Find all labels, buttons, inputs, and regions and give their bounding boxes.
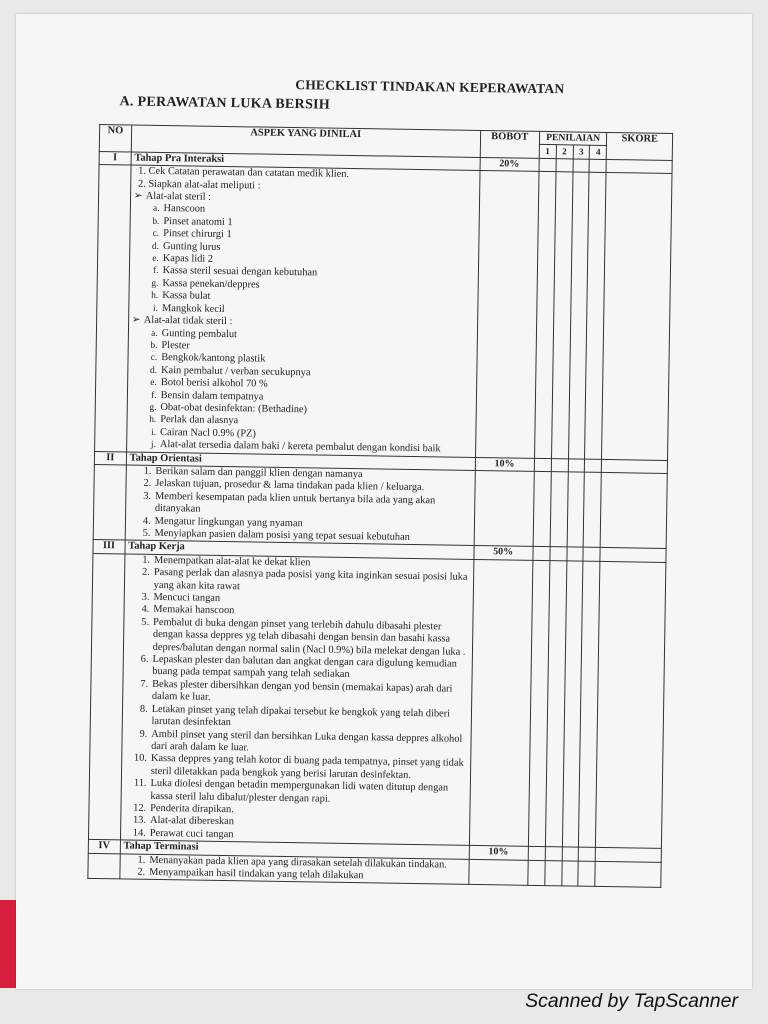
header-score-4: 4 bbox=[590, 146, 607, 160]
score-blank-3 bbox=[567, 472, 585, 548]
item-text: Obat-obat desinfektan: (Bethadine) bbox=[160, 401, 308, 416]
item-text: Penderita dirapikan. bbox=[150, 802, 234, 816]
item-marker: c. bbox=[152, 229, 160, 240]
item-marker: i. bbox=[151, 427, 157, 438]
bobot-blank bbox=[469, 559, 533, 846]
item-text: Memakai hanscoon bbox=[153, 604, 235, 617]
stage-title: Tahap Pra Interaksi bbox=[131, 152, 480, 171]
item-text: Pasang perlak dan alasnya pada posisi yang kita inginkan sesuai posisi luka yang akan kita rawat bbox=[153, 567, 468, 592]
item-marker: i. bbox=[152, 303, 159, 314]
item-marker: b. bbox=[152, 216, 160, 227]
stage-items-row bbox=[95, 165, 672, 460]
item-text: Alat-alat dibereskan bbox=[149, 815, 235, 828]
item-text: Luka diolesi dengan betadin mempergunakan lidi waten ditutup dengan kassa steril lalu dibalut/plester dengan rapi. bbox=[150, 778, 449, 805]
item-text: Kassa penekan/deppres bbox=[162, 277, 260, 291]
stage-bobot: 20% bbox=[480, 157, 539, 171]
score-cell-4 bbox=[589, 159, 606, 173]
item-marker: 2. bbox=[141, 566, 150, 579]
stage-items-row bbox=[88, 553, 665, 848]
score-cell-2 bbox=[556, 158, 573, 172]
item-marker: d. bbox=[149, 365, 158, 376]
item-text: Perawat cuci tangan bbox=[149, 827, 234, 840]
item-marker: f. bbox=[151, 390, 157, 401]
item-text: Pinset chirurgi 1 bbox=[163, 228, 232, 241]
item-marker: g. bbox=[149, 402, 157, 413]
item-marker: a. bbox=[151, 328, 158, 339]
skore-blank bbox=[602, 173, 672, 460]
item-marker: h. bbox=[149, 415, 157, 426]
item-text: Kassa deppres yang telah kotor di buang pada tempatnya, pinset yang tidak steril diletakkan pada bengkok yang berisi larutan desinfektan. bbox=[150, 753, 464, 781]
stage-no-blank bbox=[95, 165, 131, 452]
skore-cell bbox=[596, 848, 662, 862]
item-text: Kassa bulat bbox=[162, 290, 211, 303]
checklist-table bbox=[87, 124, 673, 888]
skore-cell bbox=[602, 459, 668, 473]
score-cell-1 bbox=[533, 547, 550, 561]
item-text: Kapas lidi 2 bbox=[162, 253, 214, 265]
item-marker: 1. bbox=[143, 465, 152, 477]
item-text: Kain pembalut / verban secukupnya bbox=[160, 364, 311, 379]
stage-number: II bbox=[94, 451, 126, 465]
section-title: A. PERAWATAN LUKA BERSIH bbox=[119, 94, 331, 113]
item-text: Menyampaikan hasil tindakan yang telah dilakukan bbox=[149, 866, 364, 882]
item-marker: e. bbox=[152, 253, 159, 265]
item-marker: 8. bbox=[139, 703, 148, 715]
score-blank-1 bbox=[533, 471, 551, 547]
item-text: Pinset anatomi 1 bbox=[163, 215, 233, 228]
score-cell-1 bbox=[539, 158, 556, 172]
stage-title: Tahap Terminasi bbox=[120, 840, 469, 859]
score-blank-4 bbox=[578, 861, 595, 887]
header-score-3: 3 bbox=[573, 145, 590, 159]
skore-cell bbox=[606, 159, 672, 173]
item-text: Kassa steril sesuai dengan kebutuhan bbox=[162, 265, 318, 279]
item-text: Bekas plester dibersihkan dengan yod bensin (memakai kapas) arah dari dalam ke luar. bbox=[151, 678, 453, 704]
item-text: 2. Siapkan alat-alat meliputi : bbox=[137, 178, 261, 192]
item-marker: 1. bbox=[142, 554, 151, 566]
checklist-body bbox=[88, 151, 672, 887]
score-blank-2 bbox=[544, 860, 561, 886]
header-score-1: 1 bbox=[539, 145, 556, 159]
item-marker: 1. bbox=[137, 854, 146, 866]
item-marker: c. bbox=[150, 353, 158, 364]
item-text: Alat-alat tidak steril : bbox=[143, 314, 233, 328]
item-marker: j. bbox=[150, 440, 156, 451]
item-marker: 4. bbox=[142, 515, 151, 527]
item-marker: 2. bbox=[137, 866, 146, 878]
item-text: Memberi kesempatan pada klien untuk bertanya bila ada yang akan ditanyakan bbox=[154, 490, 436, 515]
item-marker: g. bbox=[151, 278, 159, 289]
stage-items bbox=[120, 853, 469, 884]
item-text: 1. Cek Catatan perawatan dan catatan medik klien. bbox=[138, 165, 350, 181]
stage-number: I bbox=[99, 151, 131, 165]
item-marker: 14. bbox=[132, 827, 146, 839]
score-cell-2 bbox=[551, 458, 568, 472]
score-cell-2 bbox=[550, 547, 567, 561]
score-cell-3 bbox=[566, 547, 583, 561]
stage-bobot: 50% bbox=[473, 546, 532, 560]
item-marker: 13. bbox=[132, 814, 147, 827]
score-blank-3 bbox=[561, 860, 578, 886]
item-marker: d. bbox=[151, 241, 160, 252]
item-text: Gunting lurus bbox=[162, 240, 221, 253]
bobot-blank bbox=[474, 470, 534, 546]
stage-bobot: 10% bbox=[469, 846, 528, 860]
item-marker: 5. bbox=[142, 527, 151, 539]
item-text: Bengkok/kantong plastik bbox=[161, 352, 266, 365]
item-marker: f. bbox=[153, 266, 159, 277]
item-text: Pembalut di buka dengan pinset yang terlebih dahulu dibasahi plester dengan kassa deppres yg telah dibasahi dengan bensin dan basahi kassa depres/balutan dengan normal salin (Nacl 0.9%) bila melekat dengan luka . bbox=[152, 616, 466, 658]
item-text: Lepaskan plester dan balutan dan angkat dengan cara digulung kemudian buang pada tempat sampah yang telah sediakan bbox=[152, 653, 457, 681]
skore-blank bbox=[601, 472, 668, 548]
item-marker: e. bbox=[150, 377, 157, 389]
item-marker: h. bbox=[151, 291, 159, 302]
stage-number: III bbox=[93, 540, 125, 554]
item-text: Berikan salam dan panggil klien dengan namanya bbox=[155, 465, 363, 481]
item-text: Mengatur lingkungan yang nyaman bbox=[154, 515, 303, 529]
bobot-blank bbox=[468, 859, 528, 886]
item-text: Menanyakan pada klien apa yang dirasakan setelah dilakukan tindakan. bbox=[149, 854, 447, 871]
skore-cell bbox=[600, 548, 666, 562]
item-text: Cairan Nacl 0.9% (PZ) bbox=[159, 426, 256, 440]
item-text: Alat-alat steril : bbox=[145, 190, 212, 203]
stage-items bbox=[126, 165, 479, 457]
item-text: Menempatkan alat-alat ke dekat klien bbox=[153, 554, 311, 569]
score-cell-3 bbox=[562, 847, 579, 861]
header-score-2: 2 bbox=[556, 145, 573, 159]
score-blank-4 bbox=[584, 472, 602, 548]
stage-no-blank bbox=[88, 553, 124, 840]
header-aspek: ASPEK YANG DINILAI bbox=[131, 125, 480, 157]
item-text: Jelaskan tujuan, prosedur & lama tindakan pada klien / keluarga. bbox=[155, 478, 425, 494]
item-marker: 6. bbox=[140, 653, 149, 665]
item-text: Letakan pinset yang telah dipakai tersebut ke bengkok yang telah diberi larutan desinfektan bbox=[151, 703, 451, 729]
skore-blank bbox=[595, 861, 661, 888]
score-blank-1 bbox=[528, 860, 545, 886]
document-title: CHECKLIST TINDAKAN KEPERAWATAN bbox=[295, 77, 565, 97]
stage-items bbox=[125, 465, 475, 546]
item-text: Alat-alat tersedia dalam baki / kereta pembalut dengan kondisi baik bbox=[159, 439, 441, 455]
item-marker: 7. bbox=[140, 678, 149, 690]
bobot-blank bbox=[475, 171, 539, 458]
item-text: Bensin dalam tempatnya bbox=[160, 389, 264, 403]
score-cell-3 bbox=[568, 458, 585, 472]
header-no: NO bbox=[99, 125, 131, 152]
header-skore: SKORE bbox=[607, 132, 673, 160]
item-marker: 5. bbox=[141, 616, 150, 628]
item-marker: 3. bbox=[143, 490, 152, 502]
stage-no-blank bbox=[88, 853, 120, 879]
score-cell-4 bbox=[583, 548, 600, 562]
score-cell-4 bbox=[585, 459, 602, 473]
item-marker: b. bbox=[150, 340, 158, 351]
stage-bobot: 10% bbox=[475, 457, 534, 471]
stage-number: IV bbox=[88, 840, 120, 854]
score-blank-2 bbox=[550, 472, 568, 548]
skore-blank bbox=[596, 561, 666, 848]
stage-title: Tahap Orientasi bbox=[126, 452, 475, 471]
item-text: Gunting pembalut bbox=[161, 327, 238, 340]
score-cell-3 bbox=[573, 159, 590, 173]
item-marker: ➢ bbox=[131, 314, 141, 326]
item-marker: 3. bbox=[141, 591, 150, 603]
stage-items-row bbox=[93, 464, 667, 548]
score-cell-2 bbox=[545, 847, 562, 861]
stage-no-blank bbox=[93, 464, 126, 540]
item-text: Perlak dan alasnya bbox=[160, 414, 239, 427]
item-marker: 11. bbox=[133, 777, 147, 789]
score-cell-1 bbox=[534, 458, 551, 472]
score-cell-4 bbox=[579, 847, 596, 861]
document-page bbox=[16, 14, 752, 989]
item-text: Plester bbox=[161, 339, 190, 352]
item-marker: 12. bbox=[133, 802, 147, 814]
stage-title: Tahap Kerja bbox=[125, 540, 474, 559]
item-marker: 4. bbox=[141, 604, 150, 616]
item-text: Menyiapkan pasien dalam posisi yang tepat sesuai kebutuhan bbox=[154, 527, 410, 543]
item-marker: 10. bbox=[133, 752, 148, 765]
item-text: Hanscoon bbox=[163, 203, 206, 216]
item-marker: 9. bbox=[139, 728, 148, 740]
item-text: Ambil pinset yang steril dan bersihkan Luka dengan kassa deppres alkohol dari arah dalam ke luar. bbox=[151, 728, 463, 754]
stage-items bbox=[120, 554, 473, 846]
item-marker: ➢ bbox=[133, 190, 143, 202]
page-content bbox=[87, 74, 680, 888]
scanner-watermark: Scanned by TapScanner bbox=[525, 990, 738, 1012]
item-text: Mangkok kecil bbox=[161, 302, 225, 315]
checklist-item bbox=[127, 616, 469, 659]
header-penilaian: PENILAIAN bbox=[539, 131, 607, 145]
header-bobot: BOBOT bbox=[480, 130, 540, 158]
item-text: Mencuci tangan bbox=[153, 591, 221, 604]
item-marker: 2. bbox=[143, 478, 152, 490]
item-marker: a. bbox=[152, 204, 160, 215]
item-text: Botol berisi alkohol 70 % bbox=[160, 377, 268, 390]
score-cell-1 bbox=[528, 846, 545, 860]
